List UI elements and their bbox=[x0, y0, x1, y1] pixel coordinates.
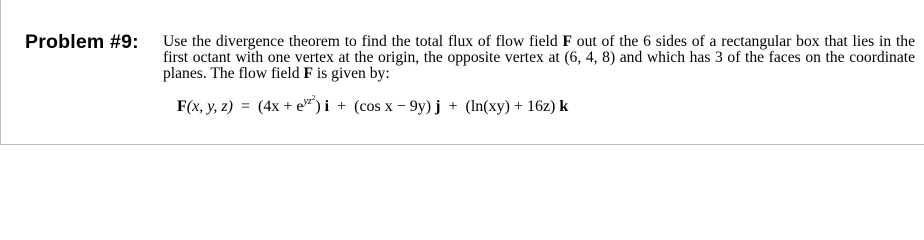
unit-vector-i: i bbox=[324, 98, 330, 115]
exponent-power: 2 bbox=[311, 94, 316, 102]
statement-text: is given by: bbox=[312, 65, 390, 82]
equation-field-symbol: F bbox=[177, 98, 187, 115]
unit-vector-k: k bbox=[559, 98, 569, 115]
equals-sign: = bbox=[240, 98, 251, 115]
i-component-close: ) bbox=[315, 98, 321, 115]
problem-number-label: Problem #9: bbox=[25, 31, 139, 53]
equation-arguments: (x, y, z) bbox=[186, 98, 233, 115]
i-component-open: (4x + e bbox=[258, 98, 304, 115]
j-component: (cos x − 9y) bbox=[354, 98, 432, 115]
k-component: (ln(xy) + 16z) bbox=[465, 98, 556, 115]
statement-text: Use the divergence theorem to find the total flux of flow field bbox=[163, 33, 563, 50]
unit-vector-j: j bbox=[435, 98, 441, 115]
field-symbol: F bbox=[562, 33, 572, 50]
plus-sign: + bbox=[337, 98, 347, 115]
problem-statement bbox=[163, 34, 915, 82]
field-symbol: F bbox=[303, 65, 313, 82]
flow-field-equation bbox=[177, 94, 569, 116]
plus-sign: + bbox=[448, 98, 458, 115]
exponent-base: yz bbox=[303, 96, 312, 107]
exponent bbox=[303, 96, 315, 107]
statement-text: out of the 6 sides of a rectangular box that lies in the first octant with one vertex at the origin, the opposite vertex at (6, 4, 8) and which has 3 of the faces on the coordinate planes. The flow field bbox=[163, 33, 916, 82]
